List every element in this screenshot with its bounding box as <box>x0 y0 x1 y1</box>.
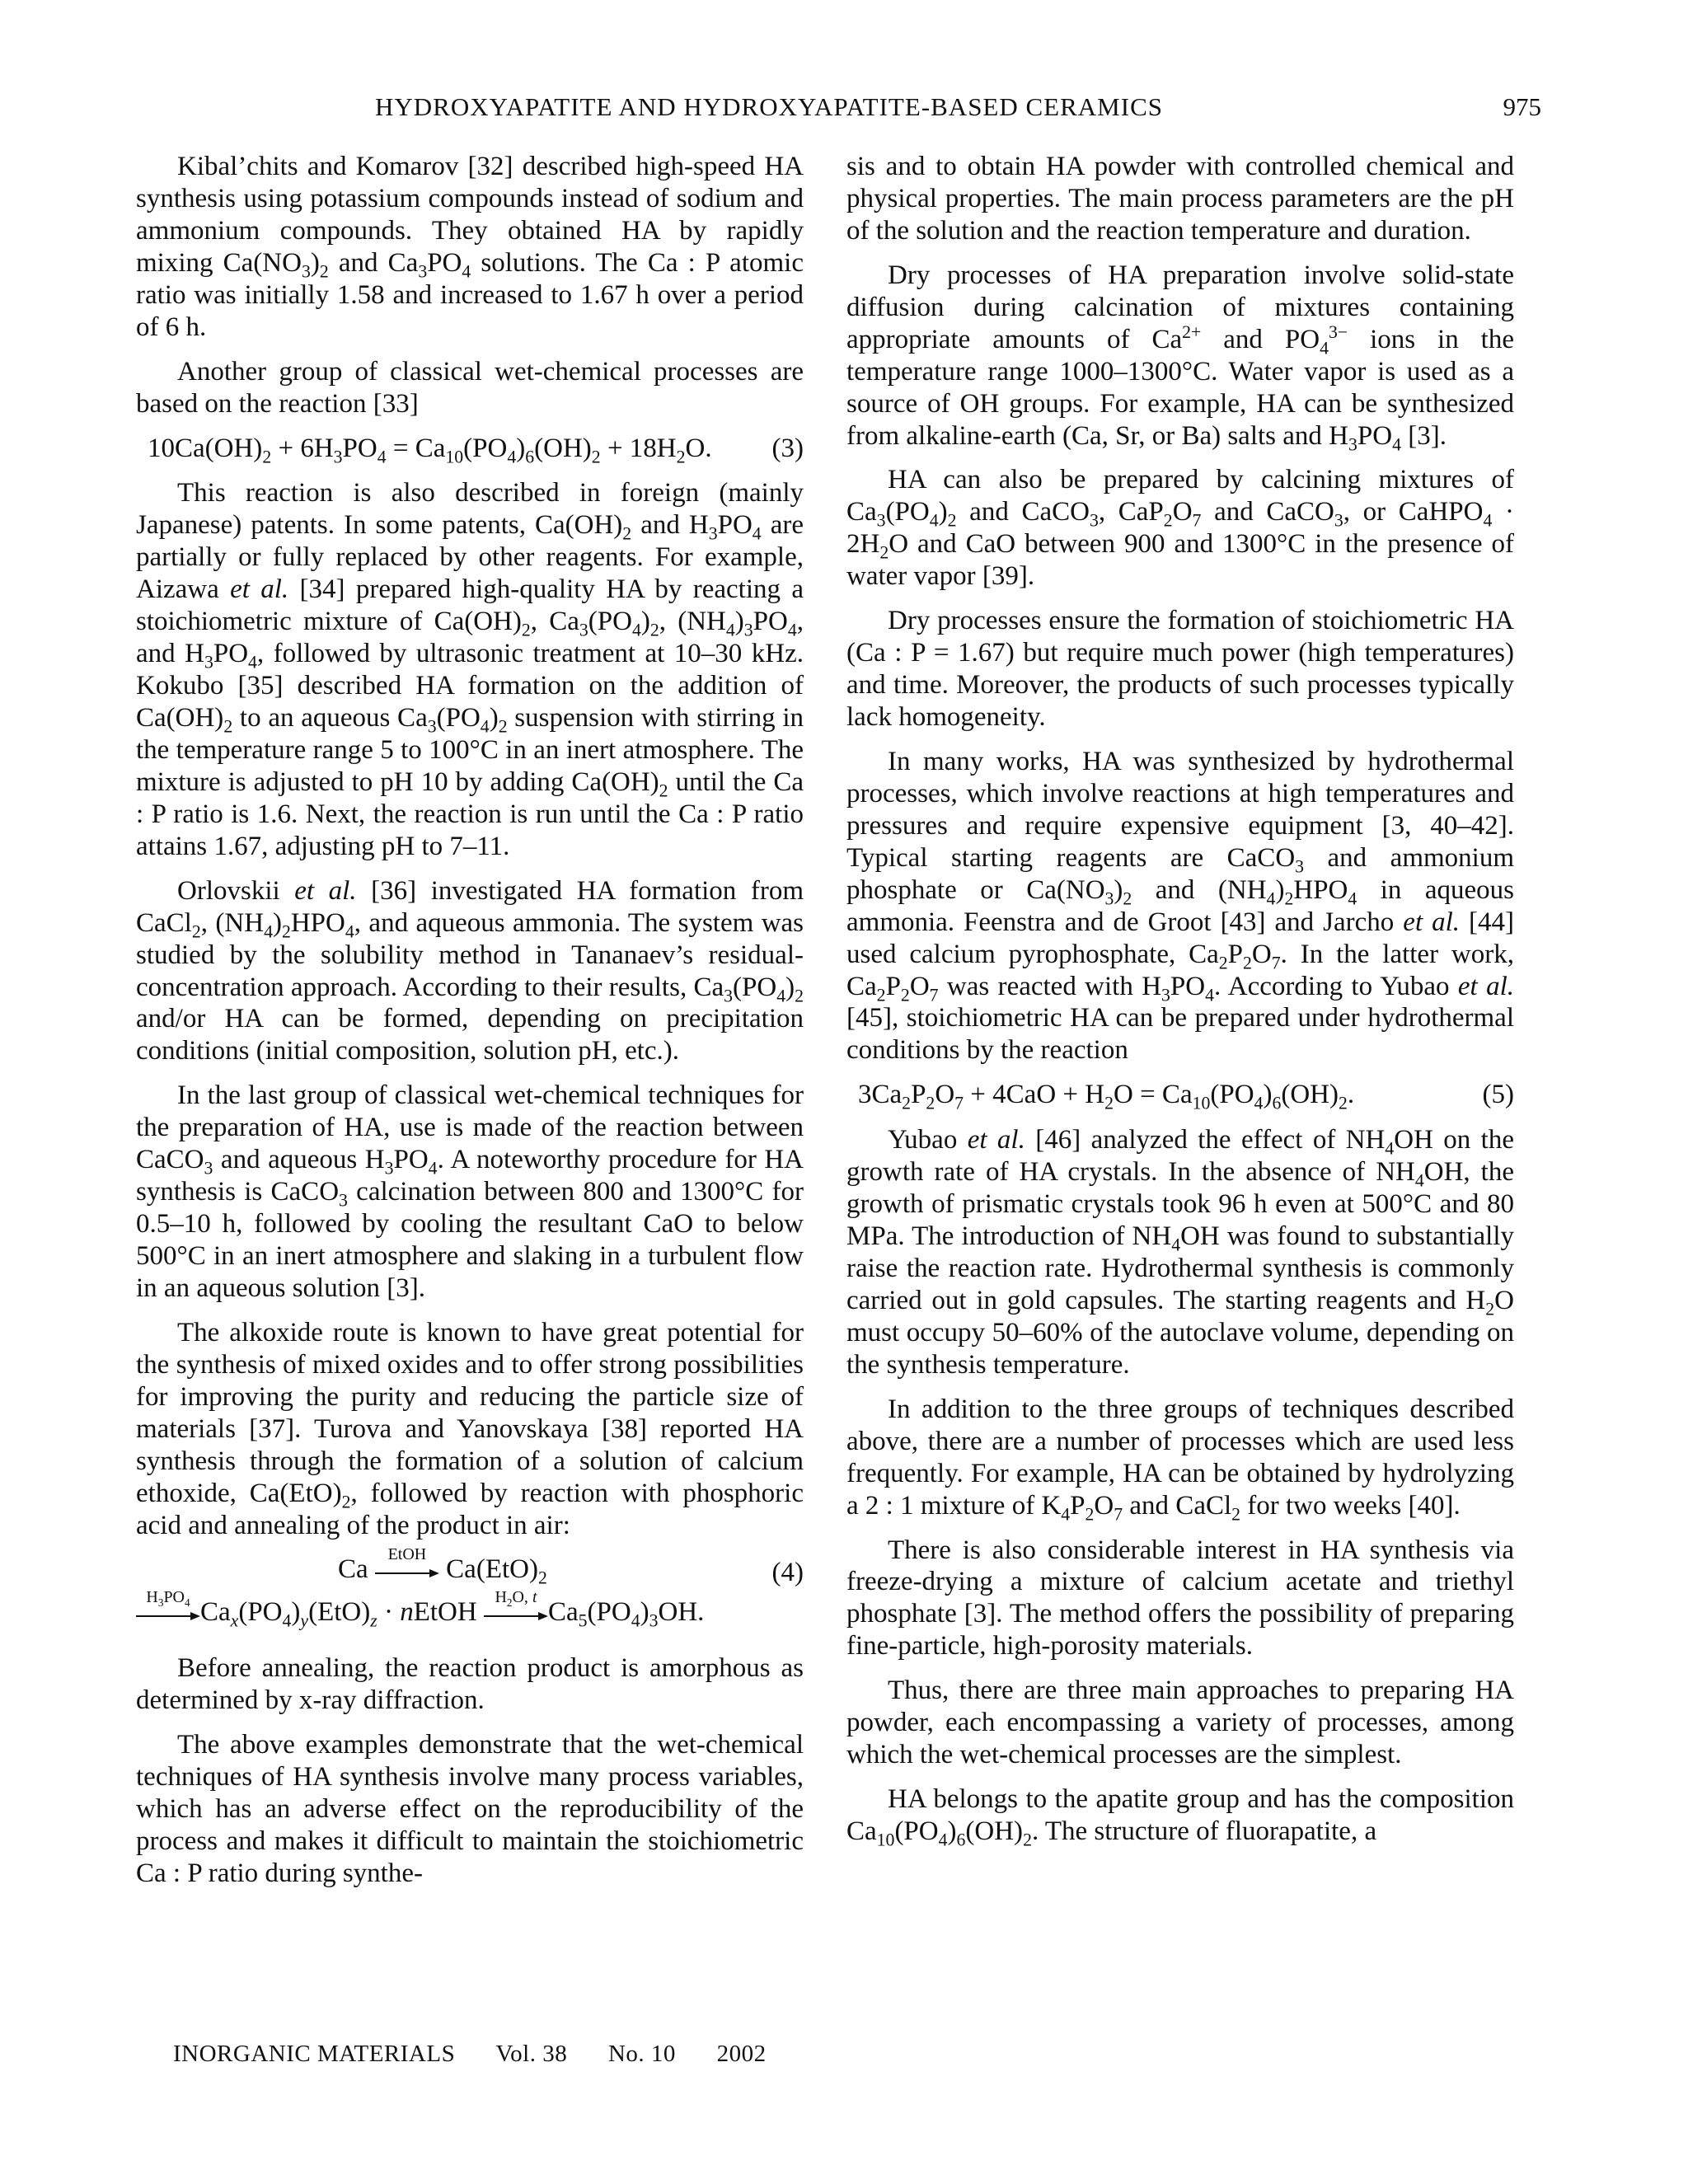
equation-4: Ca EtOH $Ca(EtO)_2$ (4) $H_3PO_4$ $Ca_x(PO_4)_y(EtO)_z$ · nEtOH $H_2O$, t $Ca_5(PO_4)_3OH$. <box>136 1554 804 1638</box>
paragraph: Yubao et al. [46] analyzed the effect of $NH_4OH$ on the growth rate of HA crystals. In the absence of $NH_4OH$, the growth of prismatic crystals took 96 h even at 500°C and 80 MPa. The introduction of $NH_4OH$ was found to substantially raise the reaction rate. Hydrothermal synthesis is commonly carried out in gold capsules. The starting reagents and $H_2O$ must occupy 50–60% of the autoclave volume, depending on the synthesis temperature. <box>846 1125 1515 1380</box>
equation-3: $10Ca(OH)_2 + 6H_3PO_4 = Ca_{10}(PO_4)_6(OH)_2 + 18H_2O$. (3) <box>148 433 804 467</box>
left-column <box>136 151 804 1902</box>
journal-footer <box>173 2041 801 2068</box>
reaction-arrow: $H_2O$, t <box>484 1606 548 1623</box>
paragraph: HA can also be prepared by calcining mixtures of $Ca_3(PO_4)_2$ and CaCO$_3$, $CaP_2O_7$ and CaCO$_3$, or CaHPO$_4$ · $2H_2O$ and CaO between 900 and 1300°C in the presence of water vapor [39]. <box>846 465 1515 592</box>
paragraph: Orlovskii et al. [36] investigated HA formation from CaCl$_2$, $(NH_4)_2HPO_4$, and aqueous ammonia. The system was studied by the solubility method in Tananaev’s residual-concentration approach. According to their results, $Ca_3(PO_4)_2$ and/or HA can be formed, depending on precipitation conditions (initial composition, solution pH, etc.). <box>136 875 804 1066</box>
journal-name: INORGANIC MATERIALS <box>173 2041 456 2067</box>
journal-number: No. 10 <box>607 2041 676 2067</box>
equation-number: (3) <box>771 433 804 463</box>
paragraph: This reaction is also described in foreign (mainly Japanese) patents. In some patents, $Ca(OH)_2$ and $H_3PO_4$ are partially or fully replaced by other reagents. For example, Aizawa et al. [34] prepared high-quality HA by reacting a stoichiometric mixture of $Ca(OH)_2$, $Ca_3(PO_4)_2$, $(NH_4)_3PO_4$, and $H_3PO_4$, followed by ultrasonic treatment at 10–30 kHz. Kokubo [35] described HA formation on the addition of $Ca(OH)_2$ to an aqueous $Ca_3(PO_4)_2$ suspension with stirring in the temperature range 5 to 100°C in an inert atmosphere. The mixture is adjusted to pH 10 by adding $Ca(OH)_2$ until the Ca : P ratio is 1.6. Next, the reaction is run until the Ca : P ratio attains 1.67, adjusting pH to 7–11. <box>136 478 804 861</box>
paragraph: In many works, HA was synthesized by hydrothermal processes, which involve reactions at high temperatures and pressures and require expensive equipment [3, 40–42]. Typical starting reagents are CaCO$_3$ and ammonium phosphate or $Ca(NO_3)_2$ and $(NH_4)_2HPO_4$ in aqueous ammonia. Feenstra and de Groot [43] and Jarcho et al. [44] used calcium pyrophosphate, $Ca_2P_2O_7$. In the latter work, $Ca_2P_2O_7$ was reacted with $H_3PO_4$. According to Yubao et al. [45], stoichiometric HA can be prepared under hydrothermal conditions by the reaction <box>846 746 1515 1066</box>
journal-year: 2002 <box>716 2041 767 2067</box>
right-column <box>846 151 1514 1860</box>
paragraph: Dry processes ensure the formation of stoichiometric HA (Ca : P = 1.67) but require much power (high temperatures) and time. Moreover, the products of such processes typically lack homogeneity. <box>846 606 1514 732</box>
paragraph: Kibal’chits and Komarov [32] described high-speed HA synthesis using potassium compounds instead of sodium and ammonium compounds. They obtained HA by rapidly mixing $Ca(NO_3)_2$ and $Ca_3PO_4$ solutions. The Ca : P atomic ratio was initially 1.58 and increased to 1.67 h over a period of 6 h. <box>136 152 804 342</box>
running-header: HYDROXYAPATITE AND HYDROXYAPATITE-BASED CERAMICS <box>375 92 1163 121</box>
paragraph: Another group of classical wet-chemical processes are based on the reaction [33] <box>136 356 804 419</box>
paragraph: In the last group of classical wet-chemical techniques for the preparation of HA, use is made of the reaction between CaCO$_3$ and aqueous $H_3PO_4$. A noteworthy procedure for HA synthesis is CaCO$_3$ calcination between 800 and 1300°C for 0.5–10 h, followed by cooling the resultant CaO to below 500°C in an inert atmosphere and slaking in a turbulent flow in an aqueous solution [3]. <box>136 1080 804 1303</box>
paragraph: The above examples demonstrate that the wet-chemical techniques of HA synthesis involve many process variables, which has an adverse effect on the reproducibility of the process and makes it difficult to maintain the stoichiometric Ca : P ratio during synthe- <box>136 1730 804 1889</box>
reaction-arrow: $H_3PO_4$ <box>136 1606 200 1623</box>
equation-number: (5) <box>1482 1080 1514 1110</box>
paragraph: Dry processes of HA preparation involve solid-state diffusion during calcination of mixtures containing appropriate amounts of $Ca^{2+}$ and $PO_4^{3-}$ ions in the temperature range 1000–1300°C. Water vapor is used as a source of OH groups. For example, HA can be synthesized from alkaline-earth (Ca, Sr, or Ba) salts and $H_3PO_4$ [3]. <box>846 260 1515 455</box>
paragraph: The alkoxide route is known to have great potential for the synthesis of mixed oxides and to offer strong possibilities for improving the purity and reducing the particle size of materials [37]. Turova and Yanovskaya [38] reported HA synthesis through the formation of a solution of calcium ethoxide, $Ca(EtO)_2$, followed by reaction with phosphoric acid and annealing of the product in air: <box>136 1317 804 1540</box>
paragraph: Thus, there are three main approaches to preparing HA powder, each encompassing a variety of processes, among which the wet-chemical processes are the simplest. <box>846 1675 1514 1770</box>
paragraph: In addition to the three groups of techniques described above, there are a number of processes which are used less frequently. For example, HA can be obtained by hydrolyzing a 2 : 1 mixture of $K_4P_2O_7$ and CaCl$_2$ for two weeks [40]. <box>846 1394 1514 1525</box>
reaction-arrow: EtOH <box>375 1563 439 1580</box>
paragraph: Before annealing, the reaction product is amorphous as determined by x-ray diffraction. <box>136 1653 804 1716</box>
paragraph: sis and to obtain HA powder with controlled chemical and physical properties. The main process parameters are the pH of the solution and the reaction temperature and duration. <box>846 152 1514 246</box>
equation-5: $3Ca_2P_2O_7 + 4CaO + H_2O = Ca_{10}(PO_4)_6(OH)_2$. (5) <box>858 1080 1514 1113</box>
journal-volume: Vol. 38 <box>495 2041 568 2067</box>
paragraph: There is also considerable interest in HA synthesis via freeze-drying a mixture of calcium acetate and triethyl phosphate [3]. The method offers the possibility of preparing fine-particle, high-porosity materials. <box>846 1535 1514 1661</box>
paragraph: HA belongs to the apatite group and has the composition $Ca_{10}(PO_4)_6(OH)_2$. The structure of fluorapatite, a <box>846 1784 1514 1850</box>
page-number: 975 <box>1503 92 1541 121</box>
equation-number: (4) <box>771 1558 804 1588</box>
